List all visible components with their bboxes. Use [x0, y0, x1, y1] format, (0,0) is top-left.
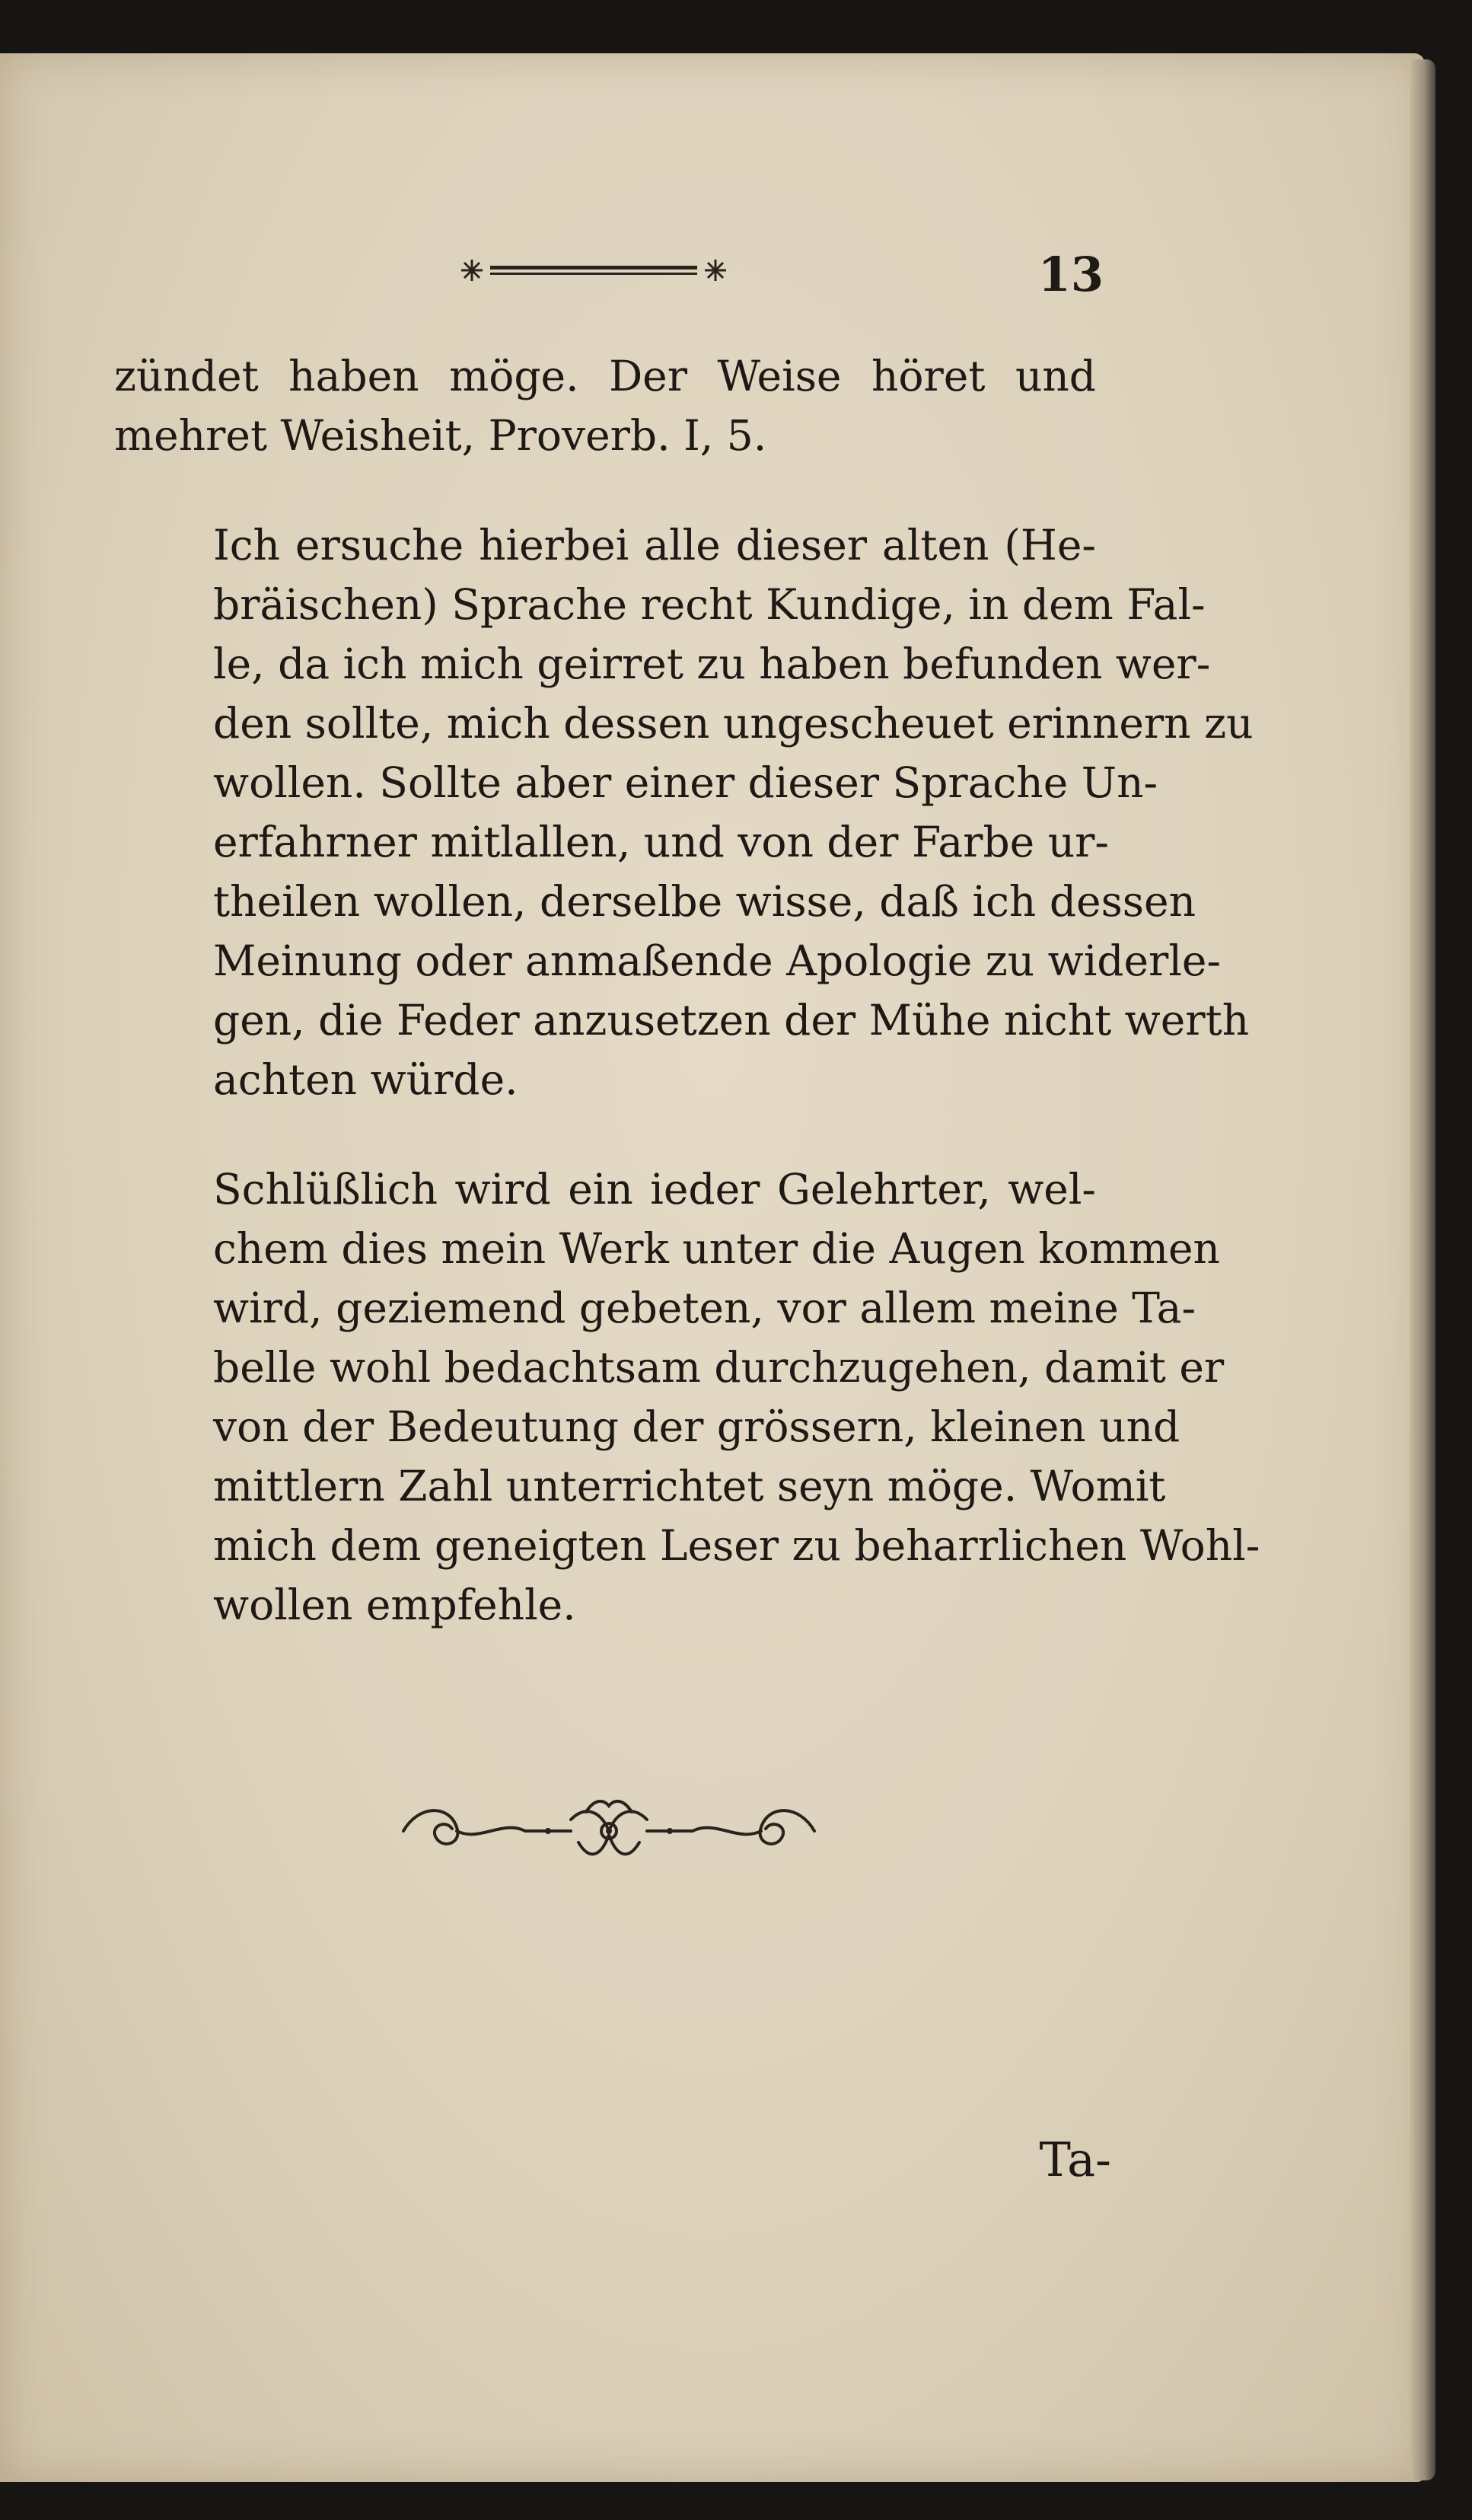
text-line: achten würde. [213, 1055, 518, 1104]
text-line: wird, geziemend gebeten, vor allem meine Ta- [213, 1284, 1196, 1332]
text-line: chem dies mein Werk unter die Augen kommen [213, 1224, 1220, 1273]
tailpiece-ornament [396, 1789, 822, 1873]
text-line: wollen. Sollte aber einer dieser Sprache Un- [213, 758, 1158, 807]
text-line: zündet haben möge. Der Weise höret und [114, 352, 1096, 400]
text-line: wollen empfehle. [213, 1581, 576, 1629]
header-ornament-rule [457, 255, 731, 285]
paragraph-3 [114, 1160, 1260, 1635]
paragraph-2 [114, 515, 1254, 1109]
text-line: erfahrner mitlallen, und von der Farbe ur- [213, 818, 1109, 866]
text-line: mich dem geneigten Leser zu beharrlichen Wohl- [213, 1521, 1260, 1570]
text-line: bräischen) Sprache recht Kundige, in dem Fal- [213, 580, 1206, 629]
text-line: Meinung oder anmaßende Apologie zu widerle- [213, 936, 1222, 985]
text-line: Schlüßlich wird ein ieder Gelehrter, wel- [213, 1165, 1096, 1214]
text-line: le, da ich mich geirret zu haben befunden wer- [213, 640, 1211, 688]
text-line: Ich ersuche hierbei alle dieser alten (He- [213, 521, 1096, 569]
text-line: den sollte, mich dessen ungescheuet erinnern zu [213, 699, 1254, 748]
page-number: 13 [1037, 247, 1104, 302]
paragraph-1 [114, 346, 1096, 465]
text-line: mittlern Zahl unterrichtet seyn möge. Womit [213, 1462, 1166, 1510]
text-line: mehret Weisheit, Proverb. I, 5. [114, 411, 767, 460]
body-text [114, 346, 1260, 1685]
text-line: belle wohl bedachtsam durchzugehen, damit er [213, 1343, 1225, 1392]
text-line: theilen wollen, derselbe wisse, daß ich dessen [213, 877, 1196, 926]
page-edge [1410, 59, 1435, 2480]
text-line: gen, die Feder anzusetzen der Mühe nicht werth [213, 996, 1250, 1045]
text-line: von der Bedeutung der grössern, kleinen und [213, 1402, 1180, 1451]
catchword: Ta- [1039, 2132, 1111, 2187]
